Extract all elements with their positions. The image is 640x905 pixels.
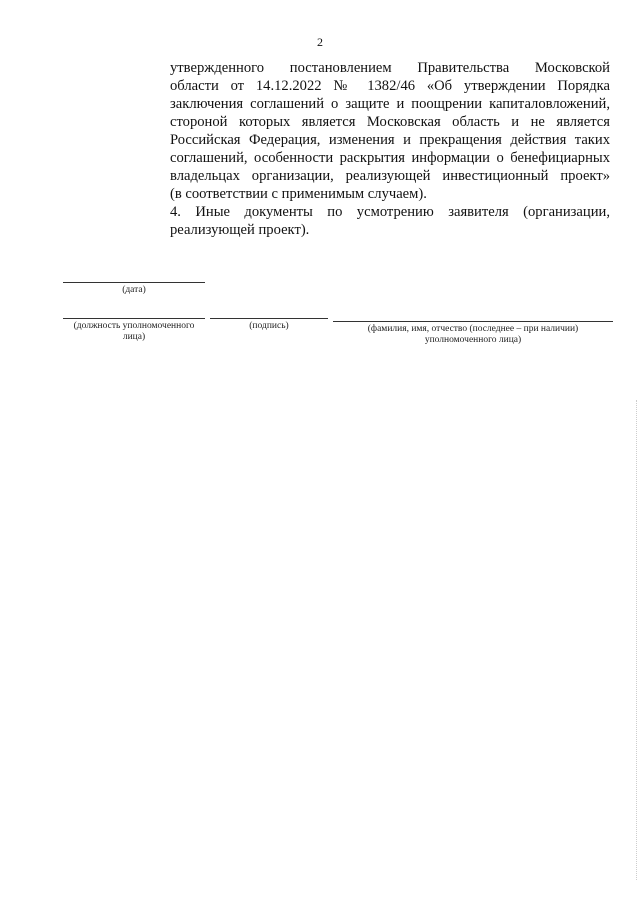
full-name-line — [333, 321, 613, 322]
date-line — [63, 282, 205, 283]
text-line: утвержденного постановлением Правительства Московской — [170, 60, 610, 76]
full-name-caption-line: (фамилия, имя, отчество (последнее – при наличии) — [367, 324, 579, 334]
position-line — [63, 318, 205, 319]
text-line: области от 14.12.2022 № 1382/46 «Об утверждении Порядка — [170, 78, 610, 94]
full-name-caption — [333, 324, 613, 346]
position-caption-line: (должность уполномоченного — [73, 321, 195, 331]
scan-edge-artifact — [636, 400, 638, 880]
text-line-closing: (в соответствии с применимым случаем). — [170, 186, 427, 202]
position-caption-line: лица) — [122, 332, 146, 342]
full-name-caption-line: уполномоченного лица) — [424, 335, 522, 345]
list-item-4-continuation: реализующей проект). — [170, 222, 310, 238]
signature-caption: (подпись) — [249, 321, 289, 331]
text-line: соглашений, особенности раскрытия информации о бенефициарных — [170, 150, 610, 166]
text-line: стороной которых является Московская область и не является — [170, 114, 610, 130]
text-line: Российская Федерация, изменения и прекращения действия таких — [170, 132, 610, 148]
position-caption — [58, 321, 210, 343]
date-caption: (дата) — [122, 285, 146, 295]
signature-line — [210, 318, 328, 319]
text-line: заключения соглашений о защите и поощрении капиталовложений, — [170, 96, 610, 112]
text-line: владельцах организации, реализующей инвестиционный проект» — [170, 168, 610, 184]
document-body-text — [170, 59, 610, 239]
page-number: 2 — [317, 35, 323, 49]
list-item-4: 4. Иные документы по усмотрению заявителя (организации, — [170, 204, 610, 220]
